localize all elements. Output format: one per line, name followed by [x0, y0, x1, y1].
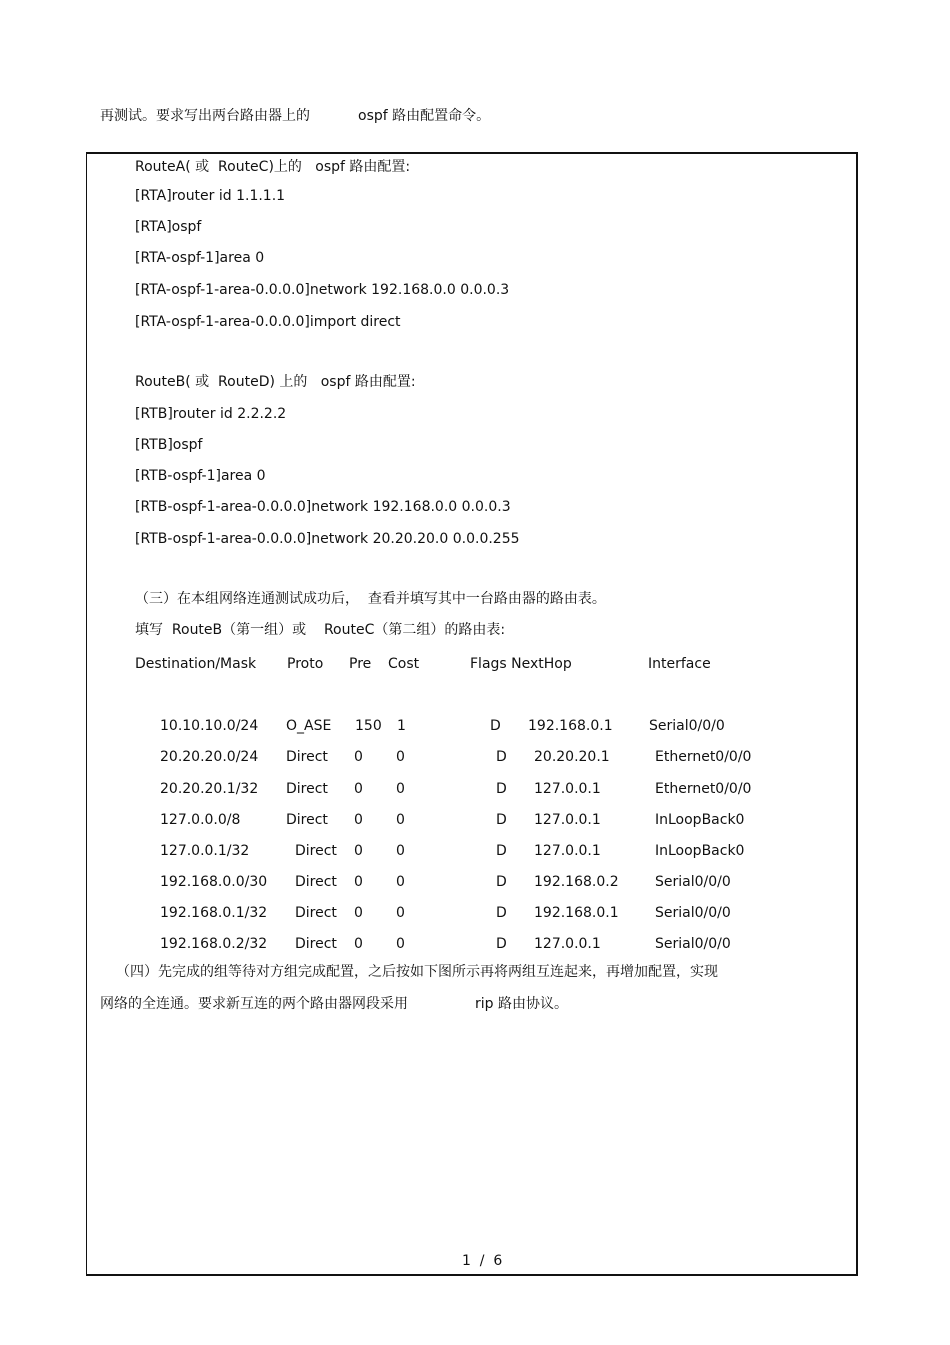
cell-flags: D — [496, 843, 507, 859]
cell-interface: Ethernet0/0/0 — [655, 781, 752, 797]
cell-destination: 127.0.0.1/32 — [160, 843, 250, 859]
cell-interface: InLoopBack0 — [655, 812, 745, 828]
cell-pre: 0 — [354, 843, 363, 859]
cell-flags: D — [496, 936, 507, 952]
cell-proto: Direct — [295, 874, 337, 890]
cell-nexthop: 192.168.0.2 — [534, 874, 619, 890]
intro-text-ospf: ospf 路由配置命令。 — [358, 108, 491, 124]
cell-cost: 1 — [397, 718, 406, 734]
cell-destination: 192.168.0.2/32 — [160, 936, 268, 952]
config-b-command: [RTB-ospf-1-area-0.0.0.0]network 192.168.0.0 0.0.0.3 — [135, 499, 511, 515]
cell-proto: Direct — [295, 843, 337, 859]
section4-line2: 网络的全连通。要求新互连的两个路由器网段采用 — [100, 996, 408, 1012]
cell-proto: O_ASE — [286, 718, 332, 734]
cell-pre: 0 — [354, 874, 363, 890]
table-header-interface: Interface — [648, 656, 711, 672]
cell-flags: D — [496, 749, 507, 765]
config-b-command: [RTB-ospf-1-area-0.0.0.0]network 20.20.20.0 0.0.0.255 — [135, 531, 520, 547]
cell-cost: 0 — [396, 874, 405, 890]
table-header-proto: Proto — [287, 656, 324, 672]
page-number: 1 / 6 — [462, 1253, 503, 1269]
cell-destination: 10.10.10.0/24 — [160, 718, 259, 734]
section4-line1: （四）先完成的组等待对方组完成配置，之后按如下图所示再将两组互连起来，再增加配置，实现 — [116, 964, 718, 980]
config-a-command: [RTA]ospf — [135, 219, 202, 235]
cell-pre: 0 — [354, 781, 363, 797]
cell-interface: Serial0/0/0 — [655, 936, 731, 952]
cell-destination: 192.168.0.0/30 — [160, 874, 268, 890]
table-header-flags-nexthop: Flags NextHop — [470, 656, 572, 672]
cell-proto: Direct — [295, 905, 337, 921]
config-a-command: [RTA]router id 1.1.1.1 — [135, 188, 286, 204]
cell-nexthop: 127.0.0.1 — [534, 843, 601, 859]
cell-nexthop: 127.0.0.1 — [534, 812, 601, 828]
table-header-destination: Destination/Mask — [135, 656, 257, 672]
cell-pre: 150 — [355, 718, 382, 734]
cell-cost: 0 — [396, 781, 405, 797]
cell-proto: Direct — [286, 749, 328, 765]
cell-interface: Serial0/0/0 — [655, 905, 731, 921]
cell-cost: 0 — [396, 843, 405, 859]
section4-line2-rip: rip 路由协议。 — [475, 996, 568, 1012]
cell-proto: Direct — [286, 781, 328, 797]
cell-interface: Serial0/0/0 — [649, 718, 725, 734]
cell-destination: 20.20.20.1/32 — [160, 781, 259, 797]
cell-interface: Serial0/0/0 — [655, 874, 731, 890]
cell-nexthop: 192.168.0.1 — [528, 718, 613, 734]
cell-pre: 0 — [354, 905, 363, 921]
section3-title: （三）在本组网络连通测试成功后， 查看并填写其中一台路由器的路由表。 — [135, 591, 606, 607]
cell-destination: 127.0.0.0/8 — [160, 812, 241, 828]
cell-interface: InLoopBack0 — [655, 843, 745, 859]
cell-cost: 0 — [396, 905, 405, 921]
cell-flags: D — [496, 874, 507, 890]
cell-nexthop: 20.20.20.1 — [534, 749, 610, 765]
section3-subtitle: 填写 RouteB（第一组）或 RouteC（第二组）的路由表: — [135, 622, 506, 638]
config-b-command: [RTB]router id 2.2.2.2 — [135, 406, 287, 422]
cell-nexthop: 127.0.0.1 — [534, 936, 601, 952]
cell-cost: 0 — [396, 812, 405, 828]
table-header-pre: Pre — [349, 656, 372, 672]
intro-text: 再测试。要求写出两台路由器上的 — [100, 108, 310, 124]
config-a-heading: RouteA( 或 RouteC)上的 ospf 路由配置: — [135, 159, 411, 175]
config-a-command: [RTA-ospf-1-area-0.0.0.0]import direct — [135, 314, 401, 330]
cell-pre: 0 — [354, 749, 363, 765]
config-b-command: [RTB]ospf — [135, 437, 203, 453]
cell-destination: 192.168.0.1/32 — [160, 905, 268, 921]
cell-nexthop: 127.0.0.1 — [534, 781, 601, 797]
cell-flags: D — [496, 781, 507, 797]
table-header-cost: Cost — [388, 656, 420, 672]
config-a-command: [RTA-ospf-1-area-0.0.0.0]network 192.168.0.0 0.0.0.3 — [135, 282, 510, 298]
config-b-heading: RouteB( 或 RouteD) 上的 ospf 路由配置: — [135, 374, 416, 390]
cell-flags: D — [496, 812, 507, 828]
cell-pre: 0 — [354, 812, 363, 828]
config-a-command: [RTA-ospf-1]area 0 — [135, 250, 265, 266]
cell-flags: D — [490, 718, 501, 734]
cell-proto: Direct — [295, 936, 337, 952]
cell-cost: 0 — [396, 749, 405, 765]
cell-proto: Direct — [286, 812, 328, 828]
config-b-command: [RTB-ospf-1]area 0 — [135, 468, 266, 484]
cell-nexthop: 192.168.0.1 — [534, 905, 619, 921]
cell-cost: 0 — [396, 936, 405, 952]
cell-flags: D — [496, 905, 507, 921]
cell-destination: 20.20.20.0/24 — [160, 749, 259, 765]
cell-pre: 0 — [354, 936, 363, 952]
cell-interface: Ethernet0/0/0 — [655, 749, 752, 765]
